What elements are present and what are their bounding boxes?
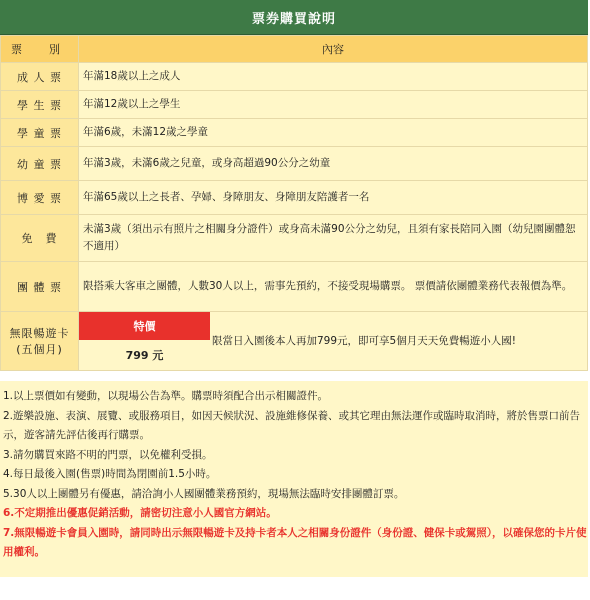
page-title: 票券購買說明 [0, 0, 588, 35]
table-row [1, 63, 588, 91]
ticket-category: 學 童 票 [1, 119, 79, 147]
table-row [1, 181, 588, 215]
note-item: 1.以上票價如有變動，以現場公告為準。購票時須配合出示相關證件。 [3, 390, 329, 402]
column-header-content: 內容 [79, 36, 588, 63]
table-header-row [1, 36, 588, 63]
notes-section [0, 381, 588, 577]
note-item: 2.遊樂設施、表演、展覽、或服務項目，如因天候狀況、設施維修保養、或其它理由無法運作或臨時取消時，將於售票口前告示，遊客請先評估後再行購票。 [3, 409, 581, 441]
table-row [1, 91, 588, 119]
note-item: 5.30人以上團體另有優惠，請洽詢小人國團體業務預約，現場無法臨時安排團體訂票。 [3, 487, 405, 500]
table-row [1, 215, 588, 262]
ticket-description: 未滿3歲（須出示有照片之相關身分證件）或身高未滿90公分之幼兒，且須有家長陪同入園（幼兒園團體恕不適用） [79, 215, 588, 262]
ticket-description: 年滿18歲以上之成人 [79, 63, 588, 91]
pass-category [1, 312, 79, 371]
special-price-badge: 特價 [79, 312, 210, 340]
table-row [1, 262, 588, 312]
ticket-category: 幼 童 票 [1, 147, 79, 181]
table-row [1, 119, 588, 147]
table-row [1, 147, 588, 181]
ticket-category: 學 生 票 [1, 91, 79, 119]
ticket-category: 博 愛 票 [1, 181, 79, 215]
pass-description [79, 312, 588, 371]
ticket-description: 年滿3歲，未滿6歲之兒童，或身高超過90公分之幼童 [79, 147, 588, 181]
pass-terms: 限當日入園後本人再加799元，即可享5個月天天免費暢遊小人國! [212, 334, 516, 347]
ticket-category: 團 體 票 [1, 262, 79, 312]
column-header-category: 票 別 [1, 36, 79, 63]
note-item-highlight: 7.無限暢遊卡會員入園時，請同時出示無限暢遊卡及持卡者本人之相關身份證件（身份證、健保卡或駕照），以確保您的卡片使用權利。 [3, 526, 587, 558]
pass-category-duration: (五個月) [16, 343, 63, 356]
note-item: 3.請勿購買來路不明的門票，以免權利受損。 [3, 448, 213, 461]
note-item: 4.每日最後入園(售票)時間為閉園前1.5小時。 [3, 468, 217, 480]
table-row-unlimited-pass [1, 312, 588, 371]
ticket-description: 年滿12歲以上之學生 [79, 91, 588, 119]
ticket-table [0, 35, 588, 371]
ticket-description: 年滿65歲以上之長者、孕婦、身障朋友、身障朋友陪護者一名 [79, 181, 588, 215]
ticket-category: 成 人 票 [1, 63, 79, 91]
pass-price: 799 元 [125, 348, 164, 362]
ticket-description: 限搭乘大客車之團體，人數30人以上，需事先預約，不接受現場購票。 票價請依團體業務代表報價為準。 [79, 262, 588, 312]
pass-category-name: 無限暢遊卡 [9, 327, 70, 340]
note-item-highlight: 6.不定期推出優惠促銷活動，請密切注意小人國官方網站。 [3, 507, 277, 519]
ticket-description: 年滿6歲，未滿12歲之學童 [79, 119, 588, 147]
ticket-category: 免 費 [1, 215, 79, 262]
